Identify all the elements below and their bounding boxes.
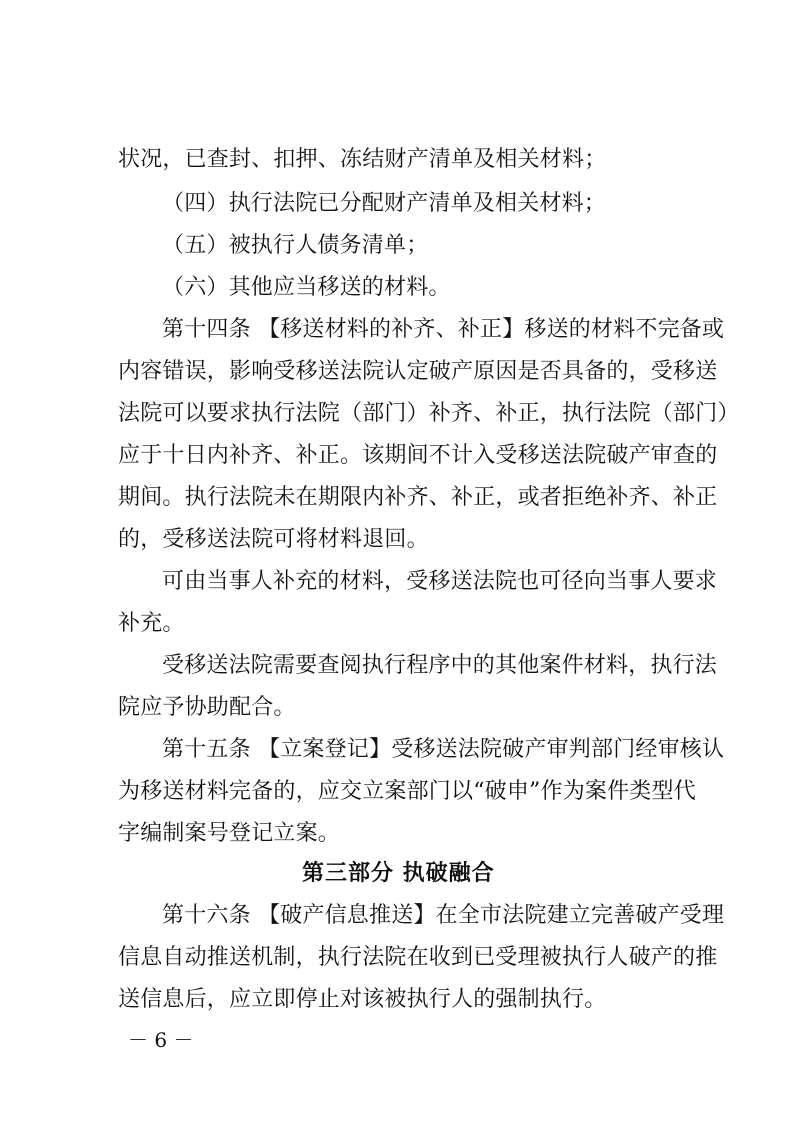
text-line: 状况，已查封、扣押、冻结财产清单及相关材料； xyxy=(118,147,607,172)
text-line: （四）执行法院已分配财产清单及相关材料； xyxy=(162,191,607,216)
text-line: 字编制案号登记立案。 xyxy=(118,821,341,846)
text-line: （六）其他应当移送的材料。 xyxy=(162,275,451,300)
text-line: 法院可以要求执行法院（部门）补齐、补正，执行法院（部门） xyxy=(118,401,740,426)
text-line: 期间。执行法院未在期限内补齐、补正，或者拒绝补齐、补正 xyxy=(118,485,718,510)
text-line: 院应予协助配合。 xyxy=(118,695,296,720)
text-line: 可由当事人补充的材料，受移送法院也可径向当事人要求 xyxy=(162,569,718,594)
text-line: 受移送法院需要查阅执行程序中的其他案件材料，执行法 xyxy=(162,653,718,678)
section-heading: 第三部分 执破融合 xyxy=(302,861,495,886)
text-line: 第十四条 【移送材料的补齐、补正】移送的材料不完备或 xyxy=(162,317,725,342)
text-line: 应于十日内补齐、补正。该期间不计入受移送法院破产审查的 xyxy=(118,443,718,468)
text-line: 第十六条 【破产信息推送】在全市法院建立完善破产受理 xyxy=(162,903,725,928)
text-line: 送信息后，应立即停止对该被执行人的强制执行。 xyxy=(118,987,607,1012)
text-line: 为移送材料完备的，应交立案部门以“破申”作为案件类型代 xyxy=(118,779,696,804)
text-line: （五）被执行人债务清单； xyxy=(162,233,429,258)
text-line: 补充。 xyxy=(118,611,185,636)
text-line: 的，受移送法院可将材料退回。 xyxy=(118,527,429,552)
page-number: － 6 － xyxy=(128,1028,194,1052)
text-line: 第十五条 【立案登记】受移送法院破产审判部门经审核认 xyxy=(162,737,725,762)
text-line: 内容错误，影响受移送法院认定破产原因是否具备的，受移送 xyxy=(118,359,718,384)
text-line: 信息自动推送机制，执行法院在收到已受理被执行人破产的推 xyxy=(118,945,718,970)
